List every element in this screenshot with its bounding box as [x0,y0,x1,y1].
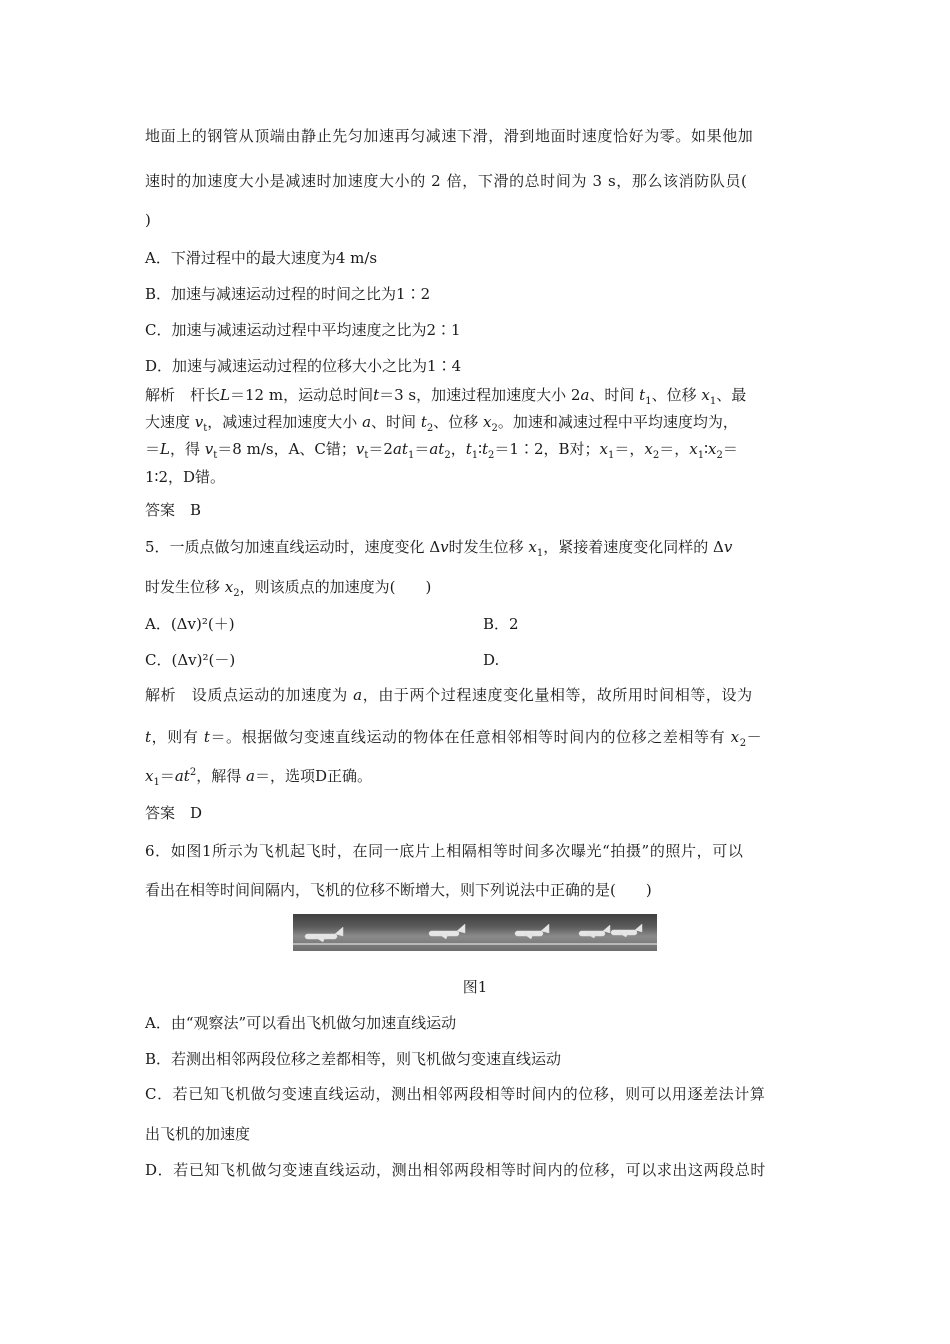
analysis-line: ＝L，得 $v_t=8$ m/s，A、C错；$v_t=2at_1=at_2$，$t_1∶t_2=1∶2$，B对；$x_1=$，$x_2=$，$x_1∶x_2=$ [145,440,738,461]
option-b: B．2 [483,615,519,633]
option-c: C．加速与减速运动过程中平均速度之比为2∶1 [145,321,461,339]
answer: 答案 D [145,804,203,822]
analysis-line: 解析 杆长L＝12 m，运动总时间t＝3 s，加速过程加速度大小 2a、时间 $t_1$、位移 $x_1$、最 [145,386,747,407]
analysis-line: 大速度 $v_t$，减速过程加速度大小 a、时间 $t_2$、位移 $x_2$。加速和减速过程中平均速度均为， [145,413,738,434]
airplanes-icon [293,914,657,951]
figure-caption: 图1 [462,978,488,996]
analysis-line: $x_1=at^2$，解得 a＝，选项D正确。 [145,767,372,788]
option-a: A．由“观察法”可以看出飞机做匀加速直线运动 [145,1014,457,1032]
question-5: 5．一质点做匀加速直线运动时，速度变化 Δv时发生位移 $x_1$，紧接着速度变化同样的 Δv [145,538,733,559]
text-line: ) [145,211,151,229]
option-c-cont: 出飞机的加速度 [145,1125,251,1143]
analysis-line: 1∶2，D错。 [145,468,226,486]
option-c: C．若已知飞机做匀变速直线运动，测出相邻两段相等时间内的位移，则可以用逐差法计算 [145,1085,766,1103]
question-5: 时发生位移 $x_2$，则该质点的加速度为( ) [145,578,432,599]
option-a: A．下滑过程中的最大速度为4 m/s [145,249,378,267]
plane-icon [611,924,642,937]
option-b: B．加速与减速运动过程的时间之比为1∶2 [145,285,431,303]
option-c: C．(Δv)²(－) [145,651,236,669]
option-a: A．(Δv)²(＋) [145,615,235,633]
text-line: 速时的加速度大小是减速时加速度大小的 2 倍，下滑的总时间为 3 s，那么该消防队员( [145,172,748,190]
plane-icon [429,924,465,939]
plane-icon [515,924,549,939]
airplane-photo-icon [293,914,657,951]
analysis-line: 解析 设质点运动的加速度为 a，由于两个过程速度变化量相等，故所用时间相等，设为 [145,686,753,704]
option-d: D．加速与减速运动过程的位移大小之比为1∶4 [145,357,462,375]
plane-icon [579,925,610,938]
question-6: 6．如图1所示为飞机起飞时，在同一底片上相隔相等时间多次曝光“拍摄”的照片，可以 [145,842,744,860]
plane-icon [305,927,343,942]
text-line: 地面上的钢管从顶端由静止先匀加速再匀减速下滑，滑到地面时速度恰好为零。如果他加 [145,127,754,145]
option-d: D．若已知飞机做匀变速直线运动，测出相邻两段相等时间内的位移，可以求出这两段总时 [145,1161,767,1179]
question-6: 看出在相等时间间隔内，飞机的位移不断增大，则下列说法中正确的是( ) [145,881,652,899]
answer: 答案 B [145,501,202,519]
option-d: D. [483,651,500,669]
analysis-line: t，则有 t＝。根据做匀变速直线运动的物体在任意相邻相等时间内的位移之差相等有 $x_2-$ [145,728,763,749]
option-b: B．若测出相邻两段位移之差都相等，则飞机做匀变速直线运动 [145,1050,562,1068]
